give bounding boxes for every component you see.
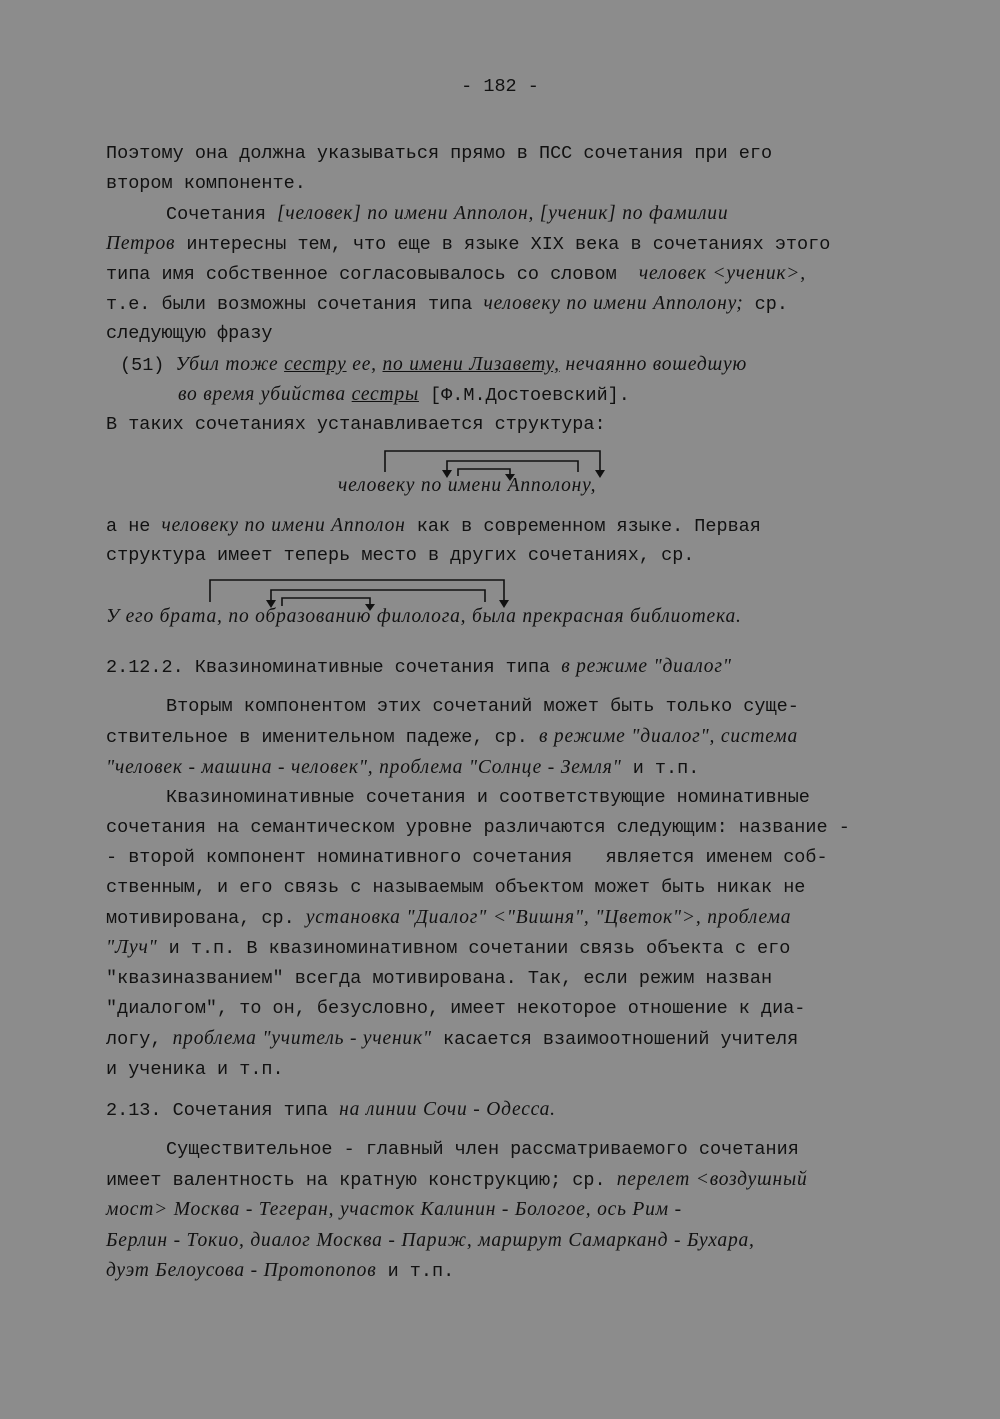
paragraph-line: дуэт Белоусова - Протопопов и т.п.: [106, 1260, 455, 1282]
paragraph-line: Поэтому она должна указываться прямо в ПСС сочетания при его: [106, 143, 773, 164]
section-heading-2-12-2: 2.12.2. Квазиноминативные сочетания типа в режиме "диалог": [106, 656, 732, 678]
example-51-line: во время убийства сестры [Ф.М.Достоевский].: [178, 384, 630, 406]
paragraph-line: а не человеку по имени Апполон как в современном языке. Первая: [106, 515, 761, 537]
paragraph-line: Вторым компонентом этих сочетаний может быть только суще-: [166, 696, 799, 717]
example-51-line: (51) Убил тоже сестру ее, по имени Лизавету, нечаянно вошедшую: [120, 354, 748, 376]
paragraph-line: Существительное - главный член рассматриваемого сочетания: [166, 1139, 799, 1160]
paragraph-line: "квазиназванием" всегда мотивирована. Так, если режим назван: [106, 968, 773, 989]
arc-middle: [271, 590, 485, 602]
paragraph-line: сочетания на семантическом уровне различаются следующим: название -: [106, 817, 850, 838]
paragraph-line: т.е. были возможны сочетания типа человеку по имени Апполону; ср.: [106, 293, 788, 315]
structure-example-1: человеку по имени Апполону,: [338, 475, 597, 496]
paragraph-line: Берлин - Токио, диалог Москва - Париж, маршрут Самарканд - Бухара,: [106, 1230, 755, 1251]
paragraph-line: и ученика и т.п.: [106, 1059, 284, 1080]
structure-example-2: У его брата, по образованию филолога, была прекрасная библиотека.: [106, 606, 742, 627]
paragraph-line: следующую фразу: [106, 323, 273, 344]
paragraph-line: втором компоненте.: [106, 173, 306, 194]
paragraph-line: имеет валентность на кратную конструкцию; ср. перелет <воздушный: [106, 1169, 808, 1191]
paragraph-line: "Луч" и т.п. В квазиноминативном сочетании связь объекта с его: [106, 937, 791, 959]
paragraph-line: логу, проблема "учитель - ученик" касается взаимоотношений учителя: [106, 1028, 799, 1050]
paragraph-line: В таких сочетаниях устанавливается структура:: [106, 414, 606, 435]
paragraph-line: мотивирована, ср. установка "Диалог" <"Вишня", "Цветок">, проблема: [106, 907, 792, 929]
page-number: - 182 -: [461, 76, 539, 97]
paragraph-line: "диалогом", то он, безусловно, имеет некоторое отношение к диа-: [106, 998, 806, 1019]
paragraph-line: мост> Москва - Тегеран, участок Калинин - Бологое, ось Рим -: [106, 1199, 682, 1220]
paragraph-line: типа имя собственное согласовывалось со словом человек <ученик>,: [106, 263, 806, 285]
paragraph-line: структура имеет теперь место в других сочетаниях, ср.: [106, 545, 695, 566]
paragraph-line: "человек - машина - человек", проблема "Солнце - Земля" и т.п.: [106, 757, 700, 779]
paragraph-line: Сочетания [человек] по имени Апполон, [ученик] по фамилии: [166, 203, 729, 225]
paragraph-line: Квазиноминативные сочетания и соответствующие номинативные: [166, 787, 810, 808]
paragraph-line: ственным, и его связь с называемым объектом может быть никак не: [106, 877, 806, 898]
paragraph-line: Петров интересны тем, что еще в языке XIX века в сочетаниях этого: [106, 233, 831, 255]
paragraph-line: - второй компонент номинативного сочетания является именем соб-: [106, 847, 828, 868]
paragraph-line: ствительное в именительном падеже, ср. в режиме "диалог", система: [106, 726, 799, 748]
section-heading-2-13: 2.13. Сочетания типа на линии Сочи - Одесса.: [106, 1099, 556, 1121]
